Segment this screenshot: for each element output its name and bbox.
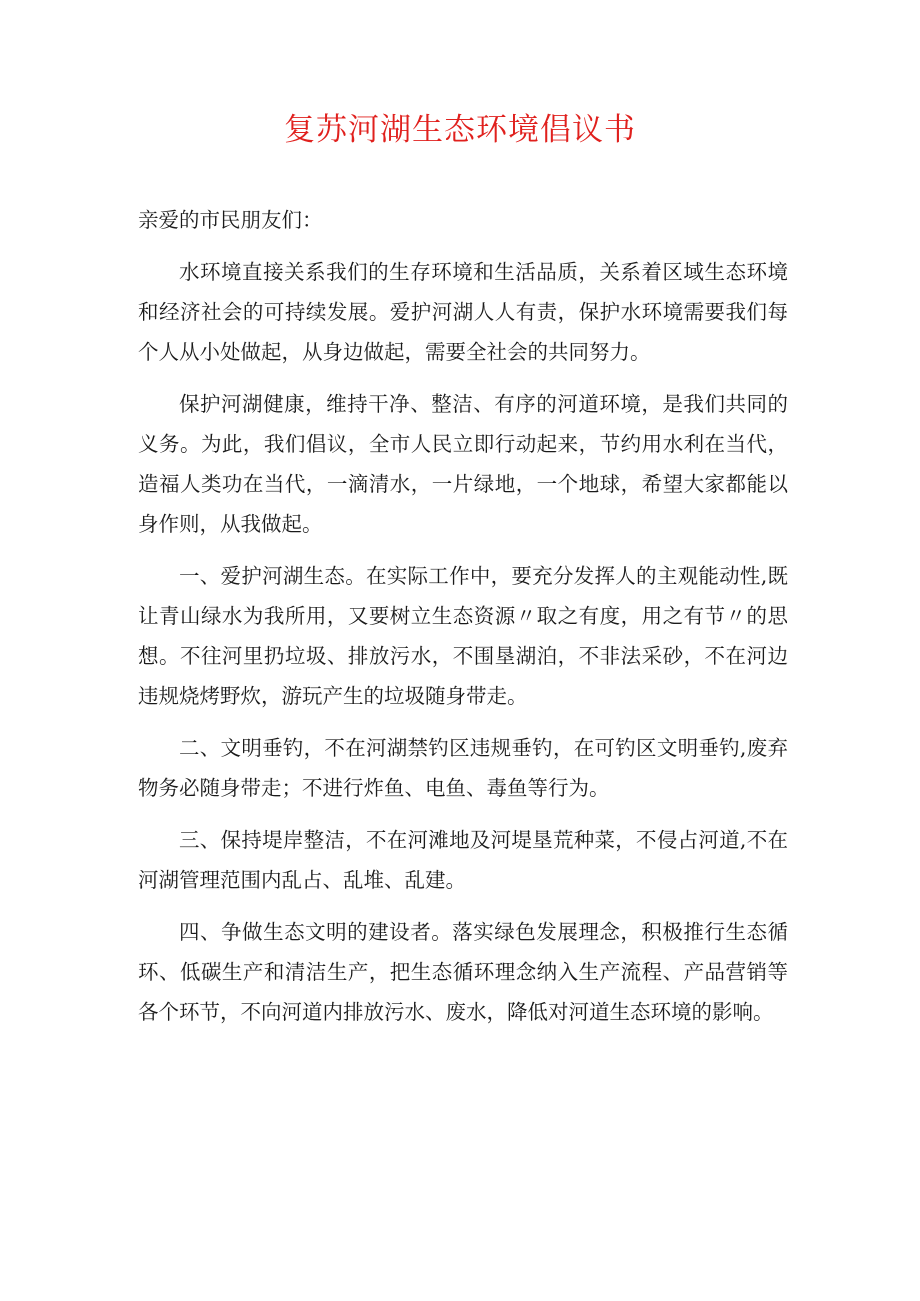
paragraph-item-3: 三、保持堤岸整洁，不在河滩地及河堤垦荒种菜，不侵占河道,不在河湖管理范围内乱占、乱堆、乱建。 <box>138 828 788 892</box>
paragraph-item-1: 一、爱护河湖生态。在实际工作中，要充分发挥人的主观能动性,既让青山绿水为我所用，又要树立生态资源〃取之有度，用之有节〃的思想。不往河里扔垃圾、排放污水，不围垦湖泊，不非法采砂，不在河边违规烧烤野炊，游玩产生的垃圾随身带走。 <box>138 564 788 708</box>
paragraph-item-2: 二、文明垂钓，不在河湖禁钓区违规垂钓，在可钓区文明垂钓,废弃物务必随身带走；不进行炸鱼、电鱼、毒鱼等行为。 <box>138 736 788 800</box>
paragraph-item-4: 四、争做生态文明的建设者。落实绿色发展理念，积极推行生态循环、低碳生产和清洁生产，把生态循环理念纳入生产流程、产品营销等各个环节，不向河道内排放污水、废水，降低对河道生态环境的影响。 <box>138 920 788 1024</box>
paragraph-call-to-action: 保护河湖健康，维持干净、整洁、有序的河道环境，是我们共同的义务。为此，我们倡议，全市人民立即行动起来，节约用水利在当代，造福人类功在当代，一滴清水，一片绿地，一个地球，希望大家都能以身作则，从我做起。 <box>138 392 788 536</box>
document-title: 复苏河湖生态环境倡议书 <box>284 112 636 148</box>
document-body <box>138 200 788 1044</box>
paragraph-intro: 水环境直接关系我们的生存环境和生活品质，关系着区域生态环境和经济社会的可持续发展。爱护河湖人人有责，保护水环境需要我们每个人从小处做起，从身边做起，需要全社会的共同努力。 <box>138 260 788 364</box>
salutation: 亲爱的市民朋友们： <box>138 208 323 232</box>
